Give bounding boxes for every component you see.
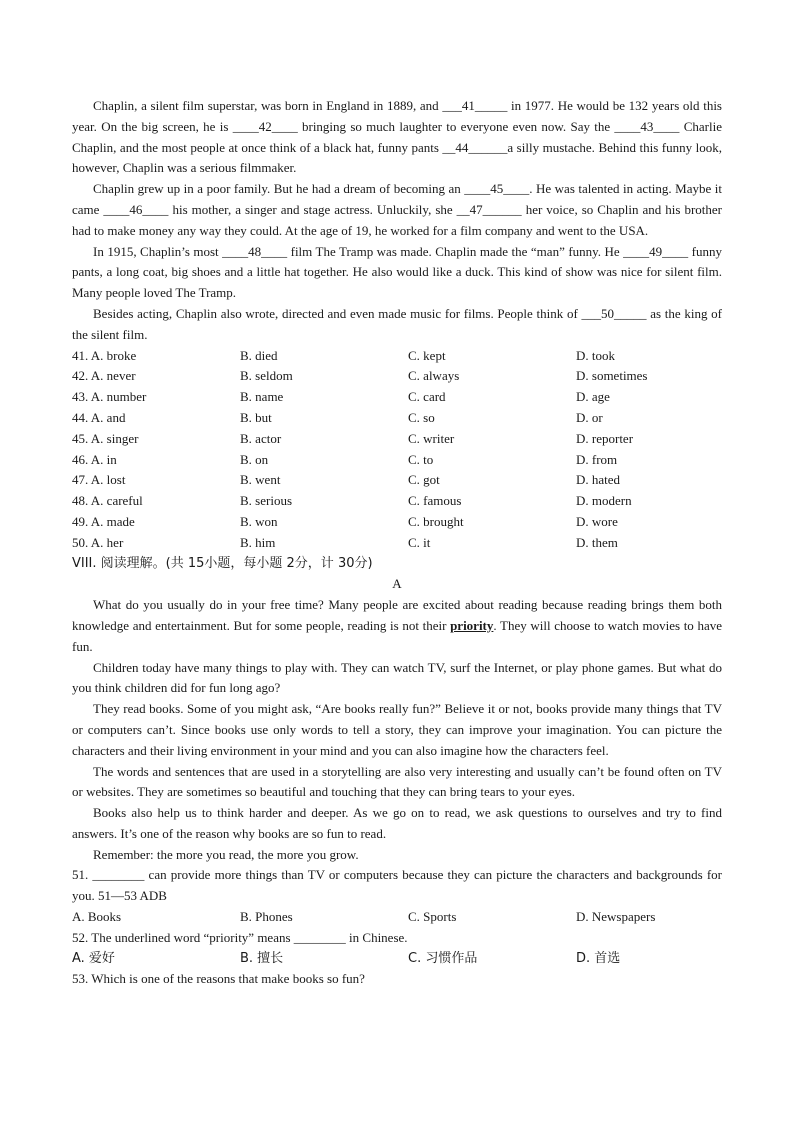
option-b: B. on (240, 451, 269, 467)
underlined-word: priority (450, 617, 494, 633)
reading-paragraph-2: Children today have many things to play with. They can watch TV, surf the Internet, or play phone games. But what do you think children did for fun long ago? (72, 659, 722, 696)
option-d: D. hated (576, 472, 621, 488)
question-52-stem: 52. The underlined word “priority” means ________ in Chinese. (72, 929, 408, 945)
option-d: D. took (576, 347, 615, 363)
question-53-stem: 53. Which is one of the reasons that make books so fun? (72, 971, 365, 987)
option-d: D. reporter (576, 430, 634, 446)
option-c: C. so (408, 409, 435, 425)
cloze-paragraph-2: Chaplin grew up in a poor family. But he had a dream of becoming an ____45____. He was talented in acting. Maybe it came ____46____ his mother, a singer and stage actress. Unluckily, she __47______ her voice, so Chaplin and his brother had to make money any way they could. At the age of 19, he worked for a film company and went to the USA. (72, 181, 722, 238)
option-row-50 (72, 533, 722, 554)
option-b: B. but (240, 409, 272, 425)
option-a: 42. A. never (72, 368, 136, 384)
option-d: D. from (576, 451, 618, 467)
option-b: B. died (240, 347, 278, 363)
option-row-43 (72, 387, 722, 408)
option-b: B. seldom (240, 368, 293, 384)
question-51-stem: 51. ________ can provide more things than TV or computers because they can picture the characters and backgrounds for you. 51—53 ADB (72, 867, 722, 904)
option-a: 50. A. her (72, 534, 124, 550)
option-row-46 (72, 450, 722, 471)
option-b: B. went (240, 472, 281, 488)
reading-p1-start: What do you usually do in your free time? Many people are excited about reading because reading brings them both knowledge and entertainment. But for some people, reading is not their (72, 597, 722, 633)
reading-paragraph-3: They read books. Some of you might ask, “Are books really fun?” Believe it or not, books provide many things that TV or computers can’t. Since books use only words to tell a story, they can improve your imagination. You can picture the characters and their living environment in your mind and you can also imagine how the characters feel. (72, 701, 722, 758)
option-b: B. him (240, 534, 276, 550)
option-c: C. it (408, 534, 431, 550)
reading-paragraph-1 (72, 595, 722, 657)
cloze-paragraph-1: Chaplin, a silent film superstar, was born in England in 1889, and ___41_____ in 1977. He would be 132 years old this year. On the big screen, he is ____42____ bringing so much laughter to everyone even now. Say the ____43____ Charlie Chaplin, and the most people at once think of a black hat, funny pants __44______a silly mustache. Behind this funny look, however, Chaplin was a serious filmmaker. (72, 98, 722, 176)
cloze-options-list (72, 346, 722, 554)
option-c: C. to (408, 451, 434, 467)
option-c: C. Sports (408, 909, 457, 925)
option-row-45 (72, 429, 722, 450)
option-b: B. actor (240, 430, 282, 446)
option-a: 47. A. lost (72, 472, 126, 488)
option-row-48 (72, 491, 722, 512)
option-b: B. 擅长 (240, 950, 284, 966)
option-c: C. brought (408, 513, 464, 529)
option-c: C. famous (408, 493, 462, 509)
passage-label: A (392, 576, 402, 592)
exam-page (72, 96, 722, 990)
option-c: C. writer (408, 430, 455, 446)
option-a: 41. A. broke (72, 347, 137, 363)
reading-paragraph-4: The words and sentences that are used in a storytelling are also very interesting and usually can’t be found often on TV or websites. They are sometimes so beautiful and touching that they can bring tears to your eyes. (72, 763, 722, 800)
option-a: A. 爱好 (72, 950, 115, 966)
option-c: C. kept (408, 347, 446, 363)
option-d: D. wore (576, 513, 618, 529)
option-row-42 (72, 366, 722, 387)
option-b: B. Phones (240, 909, 293, 925)
option-a: A. Books (72, 909, 122, 925)
cloze-paragraph-3: In 1915, Chaplin’s most ____48____ film The Tramp was made. Chaplin made the “man” funny. He ____49____ funny pants, a long coat, big shoes and a little hat together. He also would like a duck. This kind of show was nice for silent film. Many people loved The Tramp. (72, 243, 722, 301)
cloze-paragraph-4: Besides acting, Chaplin also wrote, directed and even made music for films. People think of ___50_____ as the king of the silent film. (72, 305, 722, 342)
option-d: D. sometimes (576, 368, 648, 384)
option-a: 49. A. made (72, 513, 135, 529)
option-a: 46. A. in (72, 451, 117, 467)
option-c: C. got (408, 472, 440, 488)
option-d: D. them (576, 534, 618, 550)
option-b: B. name (240, 389, 284, 405)
option-a: 45. A. singer (72, 430, 139, 446)
question-51-options (72, 907, 722, 928)
option-row-41 (72, 346, 722, 367)
option-a: 44. A. and (72, 409, 126, 425)
option-c: C. 习惯作品 (408, 950, 478, 966)
option-b: B. serious (240, 493, 292, 509)
option-d: D. age (576, 389, 610, 405)
option-row-49 (72, 512, 722, 533)
reading-paragraph-5: Books also help us to think harder and deeper. As we go on to read, we ask questions to ourselves and try to find answers. It’s one of the reason why books are so fun to read. (72, 805, 722, 841)
option-c: C. card (408, 389, 446, 405)
option-d: D. or (576, 409, 603, 425)
option-a: 48. A. careful (72, 493, 143, 509)
option-d: D. 首选 (576, 950, 621, 966)
option-d: D. modern (576, 493, 632, 509)
option-b: B. won (240, 513, 278, 529)
section-heading: VIII. 阅读理解。(共 15小题，每小题 2分，计 30分) (72, 555, 373, 571)
option-c: C. always (408, 368, 460, 384)
reading-paragraph-6: Remember: the more you read, the more you grow. (93, 846, 359, 862)
question-52-options (72, 949, 722, 970)
option-row-44 (72, 408, 722, 429)
option-d: D. Newspapers (576, 909, 656, 925)
option-row-47 (72, 470, 722, 491)
reading-p1-end: . They will choose to watch movies to have fun. (72, 617, 722, 654)
option-a: 43. A. number (72, 389, 147, 405)
